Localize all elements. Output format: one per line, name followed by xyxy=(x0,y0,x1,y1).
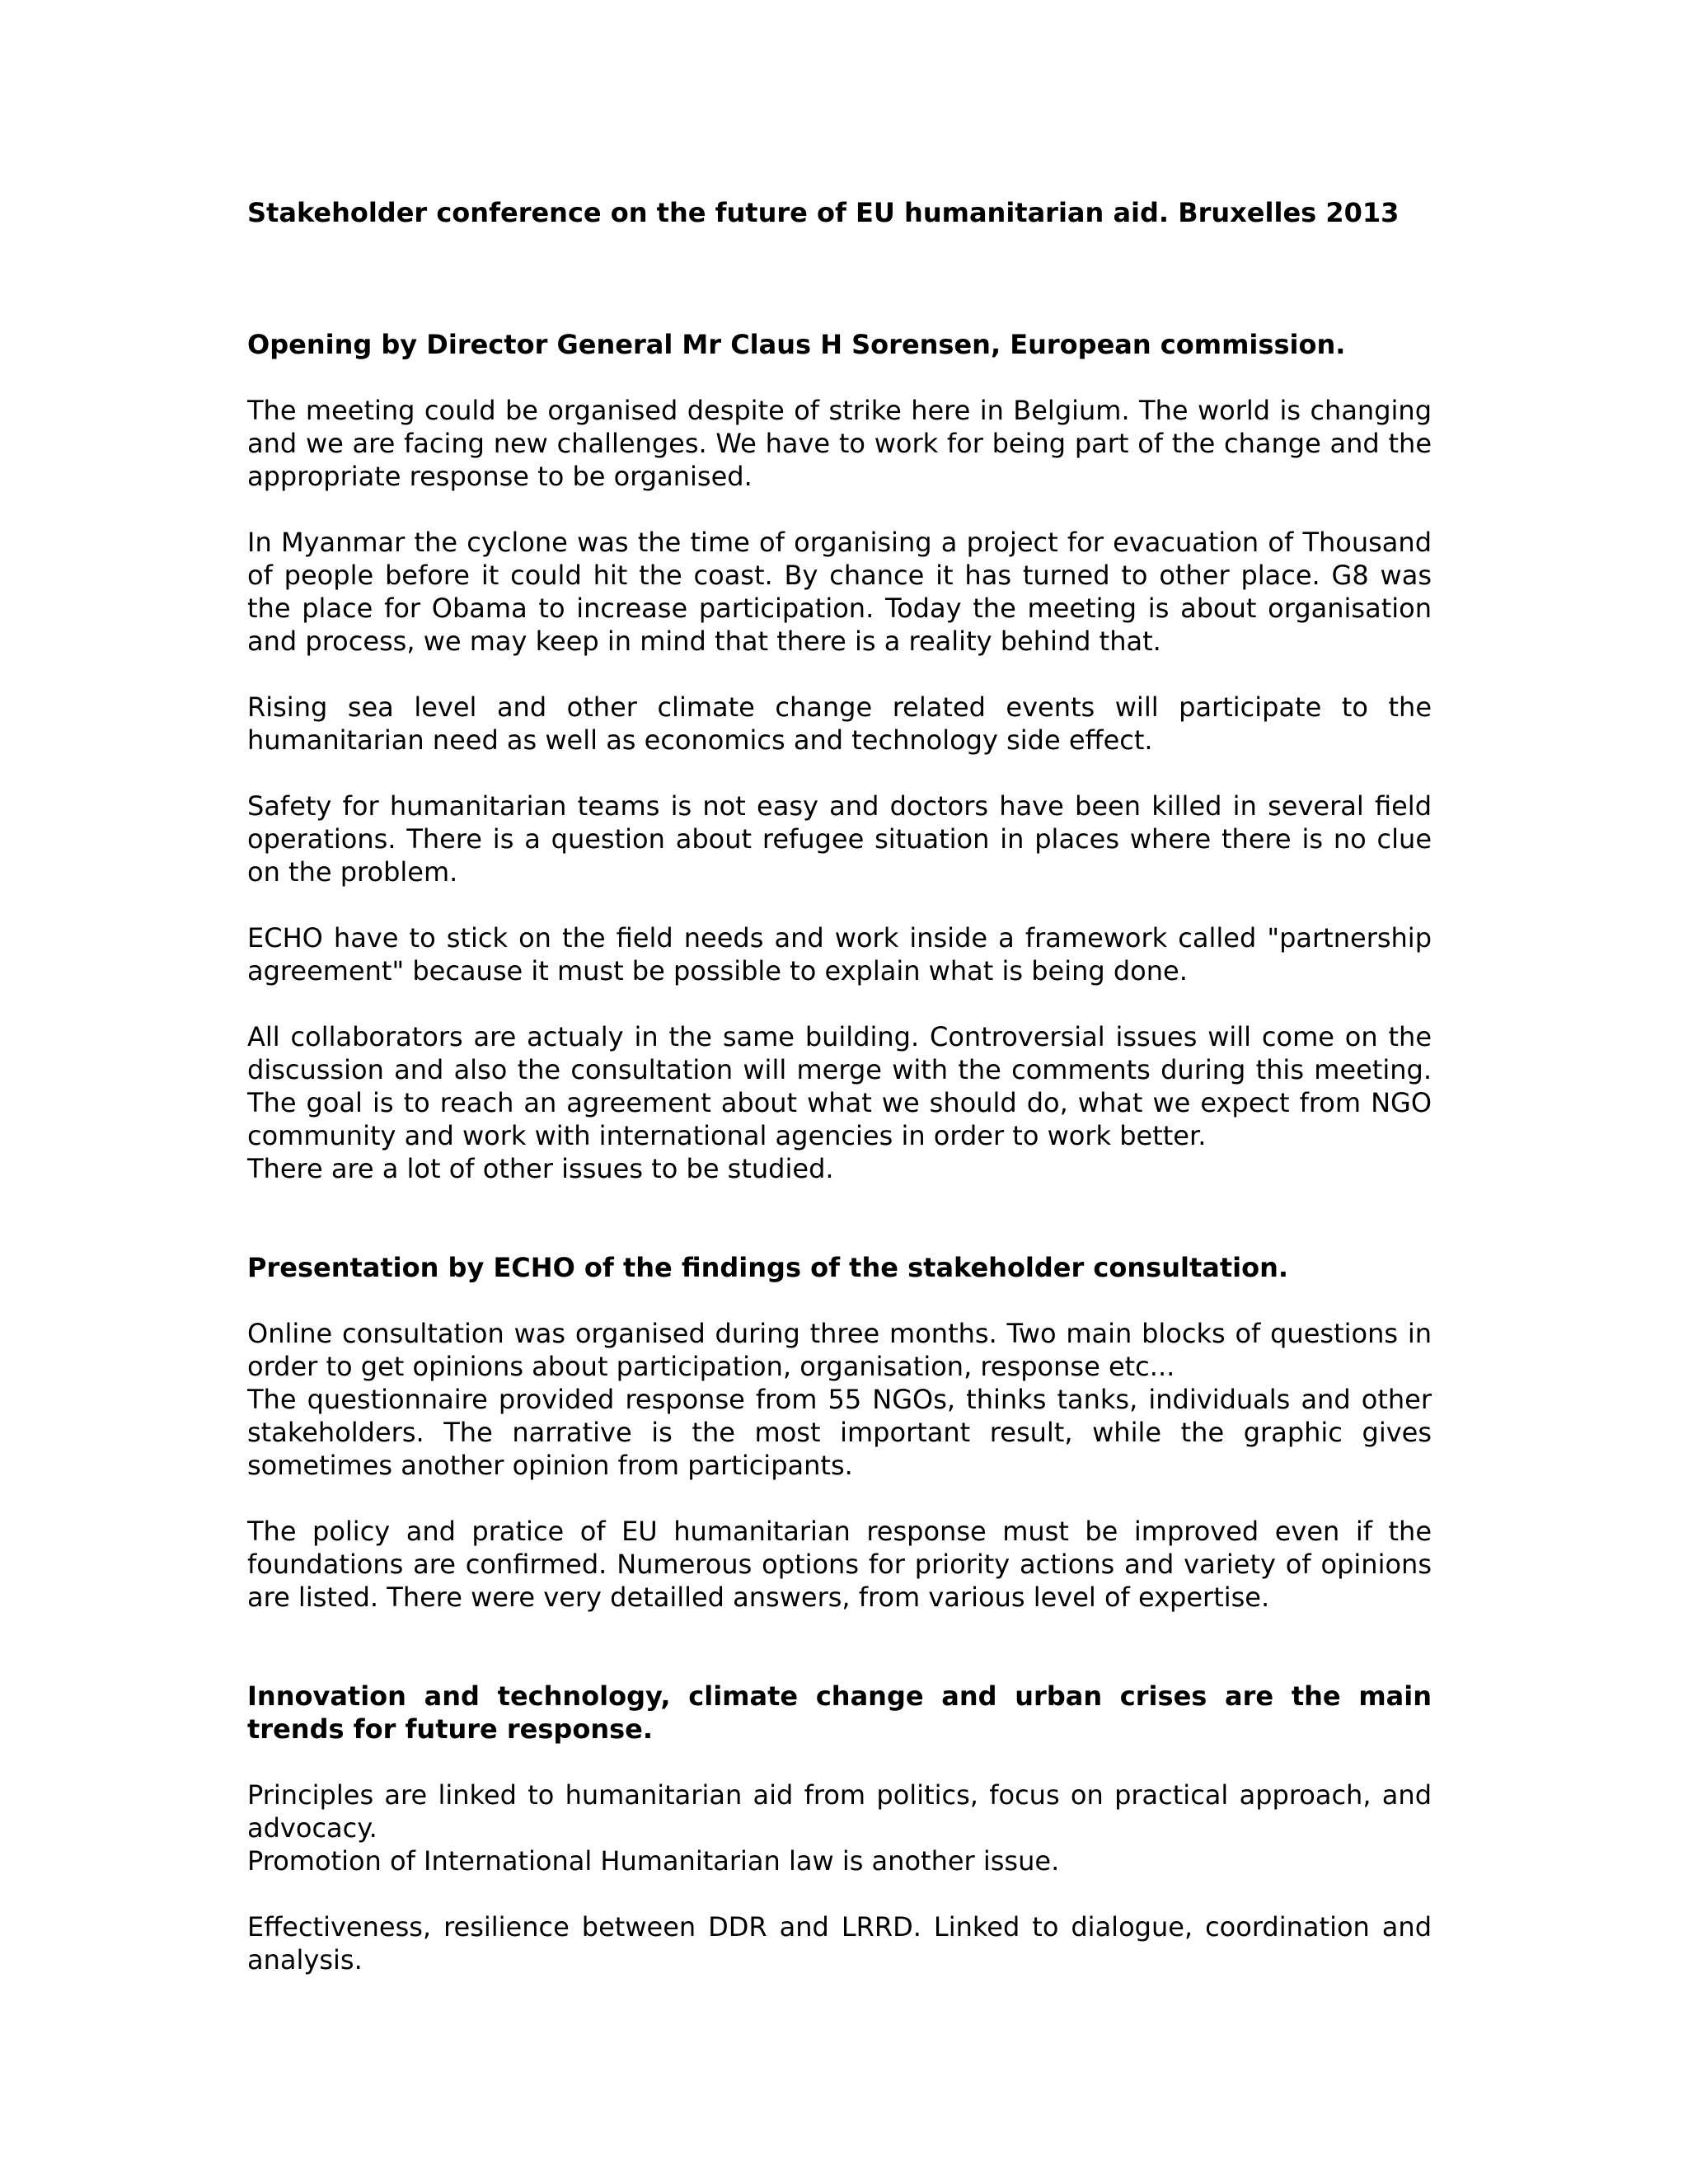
paragraph: In Myanmar the cyclone was the time of organising a project for evacuation of Thousand of people before it could hit the coast. By chance it has turned to other place. G8 was the place for Obama to increase participation. Today the meeting is about organisation and process, we may keep in mind that there is a reality behind that. xyxy=(247,527,1432,657)
section-heading-innovation: Innovation and technology, climate change and urban crises are the main trends for future response. xyxy=(247,1680,1432,1745)
paragraph: Principles are linked to humanitarian aid from politics, focus on practical approach, and advocacy. xyxy=(247,1779,1432,1844)
paragraph: The policy and pratice of EU humanitarian response must be improved even if the foundations are confirmed. Numerous options for priority actions and variety of opinions are listed. There were very detailled answers, from various level of expertise. xyxy=(247,1516,1432,1613)
paragraph: There are a lot of other issues to be studied. xyxy=(247,1153,834,1184)
section-heading-opening: Opening by Director General Mr Claus H Sorensen, European commission. xyxy=(247,329,1346,360)
paragraph: Online consultation was organised during three months. Two main blocks of questions in order to get opinions about participation, organisation, response etc... xyxy=(247,1318,1432,1382)
paragraph: ECHO have to stick on the field needs and work inside a framework called "partnership agreement" because it must be possible to explain what is being done. xyxy=(247,922,1432,987)
paragraph: The meeting could be organised despite of strike here in Belgium. The world is changing and we are facing new challenges. We have to work for being part of the change and the appropriate response to be organised. xyxy=(247,395,1432,492)
section-heading-presentation: Presentation by ECHO of the findings of the stakeholder consultation. xyxy=(247,1252,1289,1283)
paragraph: The questionnaire provided response from 55 NGOs, thinks tanks, individuals and other stakeholders. The narrative is the most important result, while the graphic gives sometimes another opinion from participants. xyxy=(247,1384,1432,1481)
document-body xyxy=(247,196,1432,1976)
paragraph: Safety for humanitarian teams is not easy and doctors have been killed in several field operations. There is a question about refugee situation in places where there is no clue on the problem. xyxy=(247,790,1432,888)
paragraph: Promotion of International Humanitarian law is another issue. xyxy=(247,1845,1060,1877)
paragraph: Effectiveness, resilience between DDR and LRRD. Linked to dialogue, coordination and analysis. xyxy=(247,1911,1432,1975)
document-title: Stakeholder conference on the future of EU humanitarian aid. Bruxelles 2013 xyxy=(247,197,1400,228)
paragraph: Rising sea level and other climate change related events will participate to the humanitarian need as well as economics and technology side effect. xyxy=(247,691,1432,756)
paragraph: All collaborators are actualy in the same building. Controversial issues will come on the discussion and also the consultation will merge with the comments during this meeting. The goal is to reach an agreement about what we should do, what we expect from NGO community and work with international agencies in order to work better. xyxy=(247,1021,1432,1151)
